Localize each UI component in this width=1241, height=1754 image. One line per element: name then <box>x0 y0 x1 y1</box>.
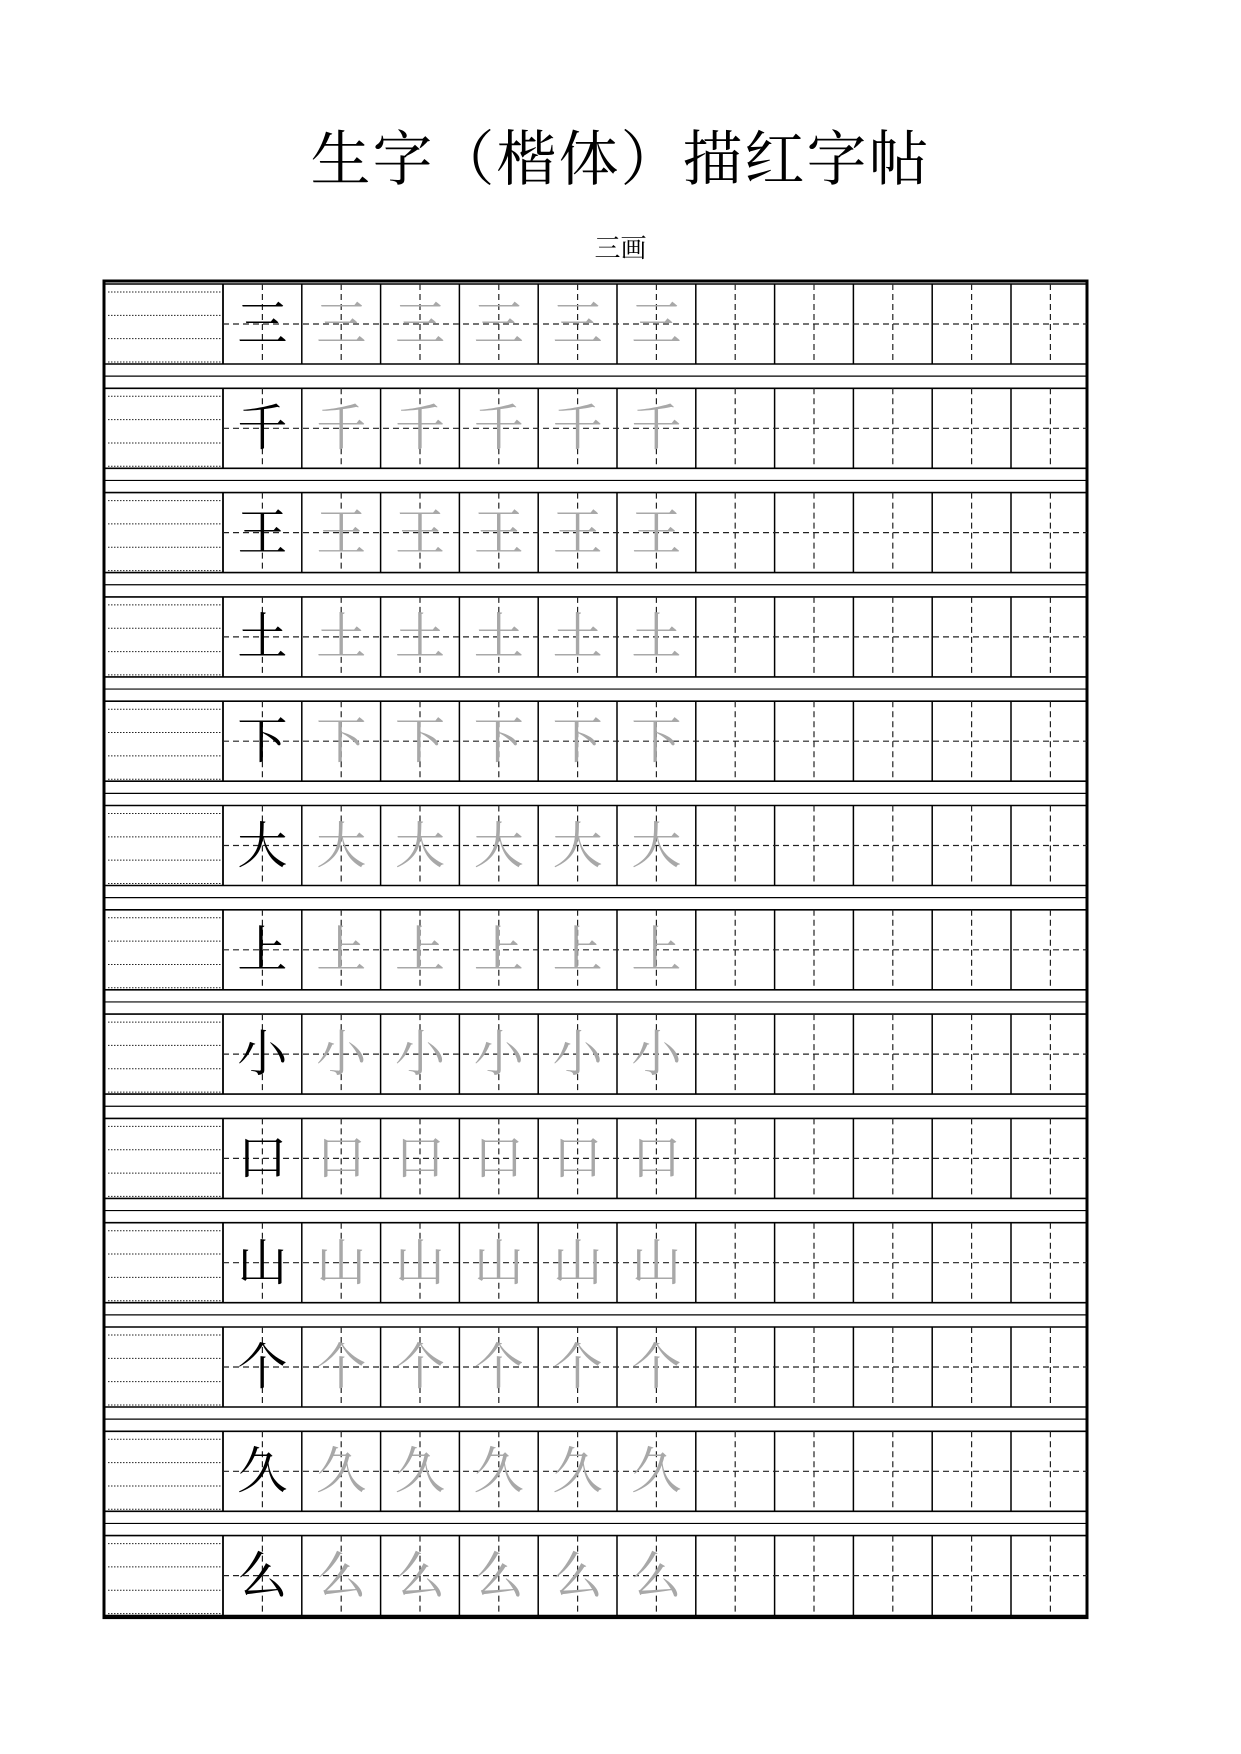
model-character: 千 <box>237 399 288 458</box>
trace-character: 下 <box>631 712 682 771</box>
trace-character: 三 <box>473 295 524 353</box>
trace-character: 口 <box>316 1129 367 1188</box>
trace-character: 三 <box>631 295 682 353</box>
trace-character: 下 <box>394 712 445 771</box>
trace-character: 么 <box>316 1546 367 1605</box>
trace-character: 个 <box>316 1338 367 1396</box>
trace-character: 王 <box>316 503 367 562</box>
model-character: 大 <box>237 816 288 875</box>
trace-character: 上 <box>631 920 682 979</box>
trace-character: 土 <box>552 607 603 666</box>
trace-character: 口 <box>631 1129 682 1188</box>
trace-character: 山 <box>631 1233 682 1292</box>
trace-character: 上 <box>316 920 367 979</box>
model-character: 么 <box>237 1546 288 1605</box>
trace-character: 千 <box>473 399 524 458</box>
trace-character: 土 <box>316 607 367 666</box>
trace-character: 下 <box>552 712 603 771</box>
model-character: 王 <box>237 503 288 562</box>
trace-character: 三 <box>552 295 603 353</box>
trace-character: 久 <box>552 1442 603 1501</box>
trace-character: 么 <box>473 1546 524 1605</box>
trace-character: 口 <box>552 1129 603 1188</box>
trace-character: 么 <box>394 1546 445 1605</box>
trace-character: 下 <box>316 712 367 771</box>
page-subtitle: 三画 <box>594 234 647 264</box>
trace-character: 口 <box>473 1129 524 1188</box>
trace-character: 王 <box>473 503 524 562</box>
model-character: 口 <box>237 1129 288 1188</box>
trace-character: 小 <box>316 1025 367 1084</box>
trace-character: 小 <box>394 1025 445 1084</box>
trace-character: 千 <box>552 399 603 458</box>
trace-character: 个 <box>552 1338 603 1396</box>
trace-character: 久 <box>473 1442 524 1501</box>
trace-character: 久 <box>316 1442 367 1501</box>
trace-character: 久 <box>631 1442 682 1501</box>
model-character: 小 <box>237 1025 288 1084</box>
trace-character: 三 <box>394 295 445 353</box>
trace-character: 山 <box>316 1233 367 1292</box>
model-character: 下 <box>237 712 288 771</box>
trace-character: 个 <box>631 1338 682 1396</box>
trace-character: 山 <box>473 1233 524 1292</box>
trace-character: 上 <box>473 920 524 979</box>
trace-character: 千 <box>631 399 682 458</box>
model-character: 土 <box>237 607 288 666</box>
trace-character: 土 <box>473 607 524 666</box>
trace-character: 下 <box>473 712 524 771</box>
trace-character: 上 <box>552 920 603 979</box>
trace-character: 小 <box>552 1025 603 1084</box>
trace-character: 土 <box>631 607 682 666</box>
trace-character: 么 <box>631 1546 682 1605</box>
trace-character: 大 <box>394 816 445 875</box>
trace-character: 久 <box>394 1442 445 1501</box>
trace-character: 王 <box>631 503 682 562</box>
page-title: 生字（楷体）描红字帖 <box>310 125 931 195</box>
trace-character: 个 <box>473 1338 524 1396</box>
trace-character: 大 <box>316 816 367 875</box>
model-character: 上 <box>237 920 288 979</box>
model-character: 三 <box>237 295 288 353</box>
trace-character: 大 <box>473 816 524 875</box>
trace-character: 大 <box>552 816 603 875</box>
trace-character: 个 <box>394 1338 445 1396</box>
trace-character: 王 <box>394 503 445 562</box>
model-character: 个 <box>237 1338 288 1396</box>
trace-character: 三 <box>316 295 367 353</box>
model-character: 山 <box>237 1233 288 1292</box>
trace-character: 小 <box>473 1025 524 1084</box>
trace-character: 小 <box>631 1025 682 1084</box>
trace-character: 王 <box>552 503 603 562</box>
trace-character: 口 <box>394 1129 445 1188</box>
trace-character: 么 <box>552 1546 603 1605</box>
trace-character: 大 <box>631 816 682 875</box>
trace-character: 土 <box>394 607 445 666</box>
trace-character: 千 <box>316 399 367 458</box>
trace-character: 山 <box>552 1233 603 1292</box>
trace-character: 山 <box>394 1233 445 1292</box>
trace-character: 千 <box>394 399 445 458</box>
model-character: 久 <box>237 1442 288 1501</box>
trace-character: 上 <box>394 920 445 979</box>
